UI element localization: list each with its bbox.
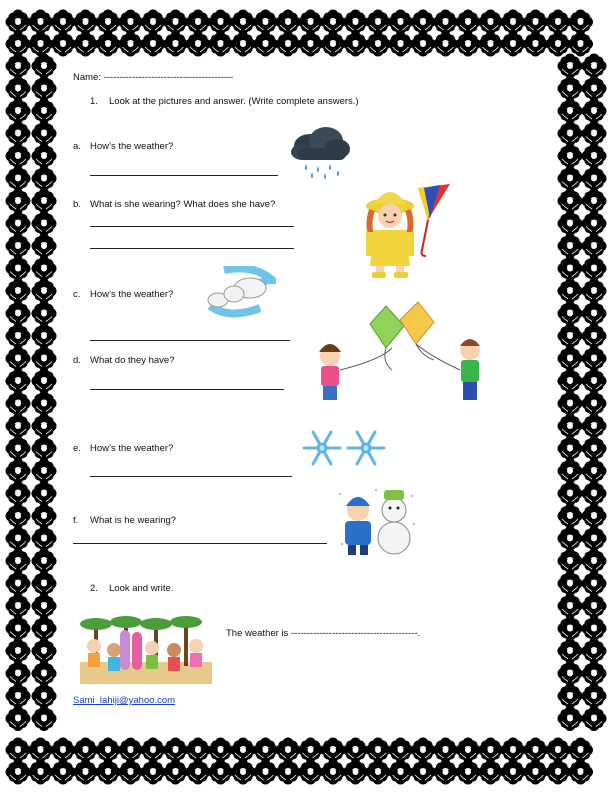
border-flower xyxy=(28,738,53,763)
question-d-letter: d. xyxy=(73,355,81,366)
border-flower xyxy=(582,76,607,101)
border-flower xyxy=(6,10,31,35)
border-flower xyxy=(28,760,53,785)
border-flower xyxy=(558,256,583,281)
border-flower xyxy=(6,391,31,416)
border-flower xyxy=(582,391,607,416)
border-flower xyxy=(6,549,31,574)
question-a-letter: a. xyxy=(73,141,81,152)
border-flower xyxy=(298,10,323,35)
border-flower xyxy=(582,639,607,664)
border-flower xyxy=(6,54,31,79)
border-flower xyxy=(558,706,583,731)
border-flower xyxy=(253,32,278,57)
border-flower xyxy=(298,32,323,57)
border-flower xyxy=(366,738,391,763)
border-flower xyxy=(558,616,583,641)
wind-cloud-icon xyxy=(204,266,276,318)
answer-line-f[interactable] xyxy=(73,543,327,544)
border-flower xyxy=(253,738,278,763)
border-flower xyxy=(6,32,31,57)
border-flower xyxy=(456,10,481,35)
border-flower xyxy=(558,436,583,461)
border-flower xyxy=(568,10,593,35)
border-flower xyxy=(6,369,31,394)
border-flower xyxy=(411,760,436,785)
border-flower xyxy=(6,436,31,461)
border-flower xyxy=(73,738,98,763)
border-flower xyxy=(558,369,583,394)
border-flower xyxy=(582,99,607,124)
border-flower xyxy=(582,189,607,214)
border-flower xyxy=(32,144,57,169)
border-flower xyxy=(411,10,436,35)
border-flower xyxy=(582,414,607,439)
border-flower xyxy=(6,526,31,551)
border-flower xyxy=(73,760,98,785)
border-flower xyxy=(321,32,346,57)
border-flower xyxy=(501,760,526,785)
border-flower xyxy=(558,211,583,236)
border-flower xyxy=(32,481,57,506)
border-flower xyxy=(276,760,301,785)
border-flower xyxy=(6,256,31,281)
border-flower xyxy=(523,10,548,35)
border-flower xyxy=(568,32,593,57)
border-flower xyxy=(32,279,57,304)
border-flower xyxy=(32,256,57,281)
question-c-letter: c. xyxy=(73,289,81,300)
border-flower xyxy=(501,738,526,763)
border-flower xyxy=(433,10,458,35)
border-flower xyxy=(388,32,413,57)
border-flower xyxy=(276,10,301,35)
border-flower xyxy=(96,760,121,785)
question-d-text: What do they have? xyxy=(90,355,175,366)
border-flower xyxy=(433,738,458,763)
border-flower xyxy=(6,166,31,191)
border-flower xyxy=(118,760,143,785)
border-flower xyxy=(501,10,526,35)
border-flower xyxy=(321,10,346,35)
border-flower xyxy=(186,760,211,785)
border-flower xyxy=(6,481,31,506)
border-flower xyxy=(6,324,31,349)
question-b-letter: b. xyxy=(73,199,81,210)
border-flower xyxy=(141,32,166,57)
border-flower xyxy=(253,760,278,785)
instruction-2: Look and write. xyxy=(109,583,174,594)
border-flower xyxy=(32,121,57,146)
border-flower xyxy=(6,571,31,596)
border-flower xyxy=(558,324,583,349)
border-flower xyxy=(558,234,583,259)
border-flower xyxy=(478,760,503,785)
border-flower xyxy=(582,571,607,596)
border-flower xyxy=(32,54,57,79)
border-flower xyxy=(343,738,368,763)
border-flower xyxy=(411,738,436,763)
border-flower xyxy=(582,279,607,304)
border-flower xyxy=(231,10,256,35)
border-flower xyxy=(568,760,593,785)
border-flower xyxy=(163,10,188,35)
border-flower xyxy=(163,760,188,785)
border-flower xyxy=(6,144,31,169)
border-flower xyxy=(6,504,31,529)
border-flower xyxy=(6,459,31,484)
border-flower xyxy=(558,99,583,124)
border-flower xyxy=(366,10,391,35)
border-flower xyxy=(73,10,98,35)
border-flower xyxy=(276,32,301,57)
border-flower xyxy=(388,738,413,763)
snowflake-icon xyxy=(300,426,390,470)
border-flower xyxy=(231,738,256,763)
border-flower xyxy=(366,760,391,785)
border-flower xyxy=(32,616,57,641)
border-flower xyxy=(32,414,57,439)
border-flower xyxy=(582,436,607,461)
border-flower xyxy=(298,760,323,785)
border-flower xyxy=(582,346,607,371)
border-flower xyxy=(32,526,57,551)
border-flower xyxy=(6,234,31,259)
border-flower xyxy=(546,32,571,57)
border-flower xyxy=(32,99,57,124)
border-flower xyxy=(478,738,503,763)
border-flower xyxy=(568,738,593,763)
border-flower xyxy=(6,211,31,236)
border-flower xyxy=(6,346,31,371)
instruction-1-number: 1. xyxy=(90,96,98,107)
border-flower xyxy=(321,760,346,785)
border-flower xyxy=(558,414,583,439)
border-flower xyxy=(298,738,323,763)
border-flower xyxy=(343,760,368,785)
email-link[interactable]: Sami_lahiji@yahoo.com xyxy=(73,695,176,706)
border-flower xyxy=(96,738,121,763)
border-flower xyxy=(558,301,583,326)
border-flower xyxy=(523,32,548,57)
border-flower xyxy=(6,639,31,664)
border-flower xyxy=(276,738,301,763)
border-flower xyxy=(208,738,233,763)
border-flower xyxy=(32,391,57,416)
border-flower xyxy=(118,738,143,763)
border-flower xyxy=(501,32,526,57)
border-flower xyxy=(558,391,583,416)
border-flower xyxy=(32,76,57,101)
border-flower xyxy=(141,10,166,35)
border-flower xyxy=(32,571,57,596)
border-flower xyxy=(208,10,233,35)
border-flower xyxy=(6,76,31,101)
border-flower xyxy=(558,504,583,529)
border-flower xyxy=(163,738,188,763)
border-flower xyxy=(582,54,607,79)
question-f-text: What is he wearing? xyxy=(90,515,177,526)
answer-line-c[interactable] xyxy=(90,340,290,341)
border-flower xyxy=(343,32,368,57)
border-flower xyxy=(163,32,188,57)
border-flower xyxy=(6,684,31,709)
border-flower xyxy=(478,32,503,57)
border-flower xyxy=(558,76,583,101)
rain-cloud-icon xyxy=(288,124,354,180)
answer-line-b2[interactable] xyxy=(90,248,294,249)
border-flower xyxy=(582,526,607,551)
border-flower xyxy=(6,706,31,731)
border-flower xyxy=(6,301,31,326)
border-flower xyxy=(558,144,583,169)
border-flower xyxy=(28,32,53,57)
border-flower xyxy=(558,166,583,191)
border-flower xyxy=(32,166,57,191)
border-flower xyxy=(582,661,607,686)
border-flower xyxy=(558,571,583,596)
border-flower xyxy=(582,706,607,731)
border-flower xyxy=(321,738,346,763)
border-flower xyxy=(582,594,607,619)
answer-line-b1[interactable] xyxy=(90,226,294,227)
border-flower xyxy=(32,661,57,686)
border-flower xyxy=(32,189,57,214)
border-flower xyxy=(433,32,458,57)
border-flower xyxy=(32,549,57,574)
border-flower xyxy=(32,504,57,529)
border-flower xyxy=(582,616,607,641)
border-flower xyxy=(141,760,166,785)
border-flower xyxy=(582,324,607,349)
border-flower xyxy=(456,760,481,785)
border-flower xyxy=(558,639,583,664)
border-flower xyxy=(558,346,583,371)
border-flower xyxy=(32,706,57,731)
border-flower xyxy=(118,32,143,57)
border-flower xyxy=(32,684,57,709)
border-flower xyxy=(51,32,76,57)
answer-line-e[interactable] xyxy=(90,476,292,477)
border-flower xyxy=(558,279,583,304)
border-flower xyxy=(6,594,31,619)
border-flower xyxy=(6,279,31,304)
border-flower xyxy=(478,10,503,35)
border-flower xyxy=(582,481,607,506)
boy-snowman-icon xyxy=(336,484,418,558)
border-flower xyxy=(523,738,548,763)
border-flower xyxy=(558,481,583,506)
border-flower xyxy=(558,594,583,619)
border-flower xyxy=(558,661,583,686)
instruction-2-number: 2. xyxy=(90,583,98,594)
border-flower xyxy=(6,121,31,146)
border-flower xyxy=(208,760,233,785)
border-flower xyxy=(186,10,211,35)
answer-line-d[interactable] xyxy=(90,389,284,390)
border-flower xyxy=(558,526,583,551)
border-flower xyxy=(343,10,368,35)
border-flower xyxy=(6,414,31,439)
border-flower xyxy=(6,760,31,785)
border-flower xyxy=(32,324,57,349)
border-flower xyxy=(582,684,607,709)
girl-raincoat-umbrella-icon xyxy=(358,180,454,280)
border-flower xyxy=(582,166,607,191)
question-e-letter: e. xyxy=(73,443,81,454)
border-flower xyxy=(582,121,607,146)
beach-kids-icon xyxy=(80,610,212,684)
border-flower xyxy=(32,301,57,326)
question-c-text: How’s the weather? xyxy=(90,289,174,300)
border-flower xyxy=(32,346,57,371)
border-flower xyxy=(582,549,607,574)
weather-sentence[interactable]: The weather is ----------------------------------------. xyxy=(226,628,421,639)
border-flower xyxy=(366,32,391,57)
border-flower xyxy=(456,32,481,57)
border-flower xyxy=(558,459,583,484)
border-flower xyxy=(32,234,57,259)
border-flower xyxy=(456,738,481,763)
border-flower xyxy=(546,10,571,35)
border-flower xyxy=(582,234,607,259)
border-flower xyxy=(388,760,413,785)
border-flower xyxy=(231,760,256,785)
border-flower xyxy=(32,594,57,619)
border-flower xyxy=(558,121,583,146)
question-a-text: How’s the weather? xyxy=(90,141,174,152)
border-flower xyxy=(546,760,571,785)
border-flower xyxy=(51,10,76,35)
border-flower xyxy=(73,32,98,57)
border-flower xyxy=(411,32,436,57)
border-flower xyxy=(433,760,458,785)
border-flower xyxy=(582,256,607,281)
border-flower xyxy=(231,32,256,57)
border-flower xyxy=(523,760,548,785)
kids-kites-icon xyxy=(310,300,498,408)
border-flower xyxy=(558,54,583,79)
border-flower xyxy=(546,738,571,763)
border-flower xyxy=(32,211,57,236)
border-flower xyxy=(558,189,583,214)
border-flower xyxy=(582,504,607,529)
border-flower xyxy=(582,369,607,394)
border-flower xyxy=(6,616,31,641)
border-flower xyxy=(32,369,57,394)
border-flower xyxy=(118,10,143,35)
border-flower xyxy=(582,144,607,169)
border-flower xyxy=(32,459,57,484)
border-flower xyxy=(558,549,583,574)
border-flower xyxy=(51,760,76,785)
question-e-text: How’s the weather? xyxy=(90,443,174,454)
border-flower xyxy=(582,459,607,484)
border-flower xyxy=(51,738,76,763)
name-label: Name: ----------------------------------------- xyxy=(73,72,234,83)
border-flower xyxy=(186,738,211,763)
border-flower xyxy=(6,661,31,686)
border-flower xyxy=(6,189,31,214)
border-flower xyxy=(96,10,121,35)
border-flower xyxy=(388,10,413,35)
border-flower xyxy=(6,738,31,763)
border-flower xyxy=(208,32,233,57)
question-b-text: What is she wearing? What does she have? xyxy=(90,199,276,210)
border-flower xyxy=(32,639,57,664)
border-flower xyxy=(186,32,211,57)
border-flower xyxy=(582,211,607,236)
question-f-letter: f. xyxy=(73,515,79,526)
border-flower xyxy=(32,436,57,461)
border-flower xyxy=(28,10,53,35)
border-flower xyxy=(558,684,583,709)
border-flower xyxy=(96,32,121,57)
instruction-1: Look at the pictures and answer. (Write complete answers.) xyxy=(109,96,359,107)
border-flower xyxy=(253,10,278,35)
answer-line-a[interactable] xyxy=(90,175,278,176)
border-flower xyxy=(141,738,166,763)
email-container xyxy=(73,695,175,707)
border-flower xyxy=(6,99,31,124)
border-flower xyxy=(582,301,607,326)
